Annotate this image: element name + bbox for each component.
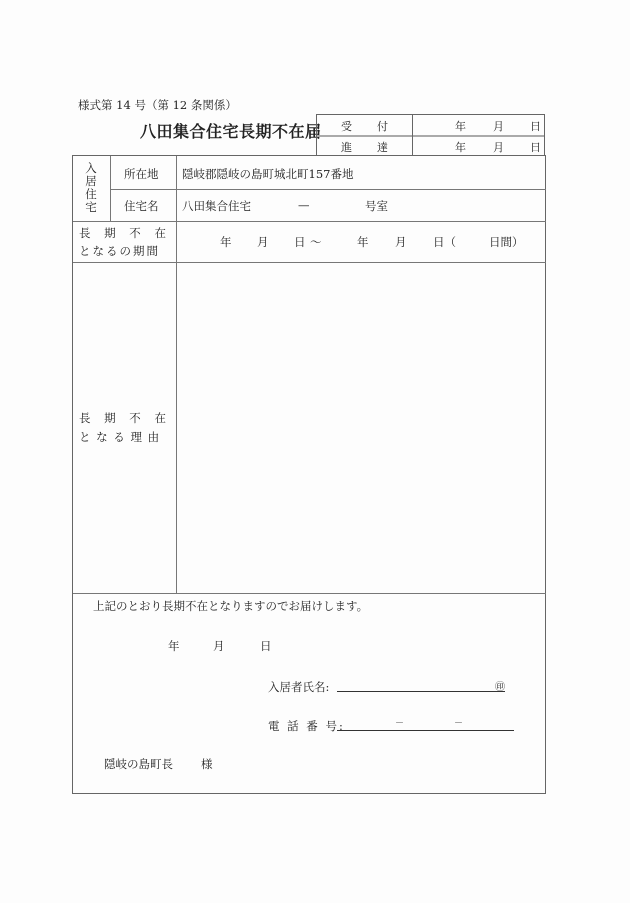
building-number-field[interactable]: — [298, 198, 310, 212]
phone-separator: － [454, 719, 464, 729]
residence-group-label: 入 居 住 宅 [85, 161, 97, 214]
phone-separator: － [395, 719, 405, 729]
resident-name-label: 入居者氏名: [268, 680, 330, 694]
end-month[interactable]: 月 [395, 235, 407, 249]
divider [110, 156, 111, 221]
resident-name-field[interactable] [337, 678, 505, 692]
form-body [72, 155, 546, 794]
end-day[interactable]: 日（ [433, 235, 456, 249]
declaration-statement: 上記のとおり長期不在となりますのでお届けします。 [93, 599, 369, 613]
reason-label-line2: と な る 理 由 [79, 430, 161, 444]
forward-label: 達 [377, 141, 388, 154]
declaration-day[interactable]: 日 [260, 639, 272, 653]
start-day[interactable]: 日 [294, 235, 306, 249]
divider [73, 221, 546, 222]
receipt-label: 付 [377, 120, 388, 133]
declaration-year[interactable]: 年 [168, 639, 180, 653]
page-title: 八田集合住宅長期不在届 [140, 122, 322, 141]
receipt-row-forwarded [317, 136, 544, 156]
period-label-line1: 長 期 不 在 [79, 226, 171, 240]
reason-label-line1: 長 期 不 在 [79, 411, 171, 425]
start-month[interactable]: 月 [257, 235, 269, 249]
receipt-table [316, 114, 545, 155]
housing-name-label: 住宅名 [124, 199, 159, 213]
seal-icon: ㊞ [495, 682, 505, 693]
receipt-row-received [317, 115, 544, 137]
receipt-month: 月 [493, 120, 504, 133]
divider [73, 593, 546, 594]
divider [412, 115, 413, 156]
location-label: 所在地 [124, 167, 159, 181]
forward-month: 月 [493, 141, 504, 154]
start-year[interactable]: 年 [220, 235, 232, 249]
receipt-year: 年 [455, 120, 466, 133]
phone-label: 電 話 番 号: [268, 719, 345, 733]
forward-label: 進 [341, 141, 352, 154]
honorific: 様 [201, 757, 213, 771]
declaration-month[interactable]: 月 [213, 639, 225, 653]
room-number-field[interactable]: 号室 [365, 199, 388, 213]
phone-field[interactable] [337, 717, 514, 731]
form-number: 様式第 14 号（第 12 条関係） [78, 98, 237, 112]
period-field[interactable] [177, 234, 547, 252]
addressee: 隠岐の島町長 [104, 757, 173, 771]
housing-name-value: 八田集合住宅 [182, 199, 251, 213]
declaration-date[interactable] [168, 638, 288, 654]
period-label-line2: となるの期間 [79, 244, 160, 258]
end-year[interactable]: 年 [357, 235, 369, 249]
period-tilde: ～ [310, 235, 322, 249]
reason-input[interactable] [177, 263, 546, 592]
receipt-label: 受 [341, 120, 352, 133]
receipt-day: 日 [530, 120, 541, 133]
location-value[interactable]: 隠岐郡隠岐の島町城北町157番地 [182, 167, 354, 181]
forward-year: 年 [455, 141, 466, 154]
forward-day: 日 [530, 141, 541, 154]
days-count[interactable]: 日間） [489, 235, 524, 249]
